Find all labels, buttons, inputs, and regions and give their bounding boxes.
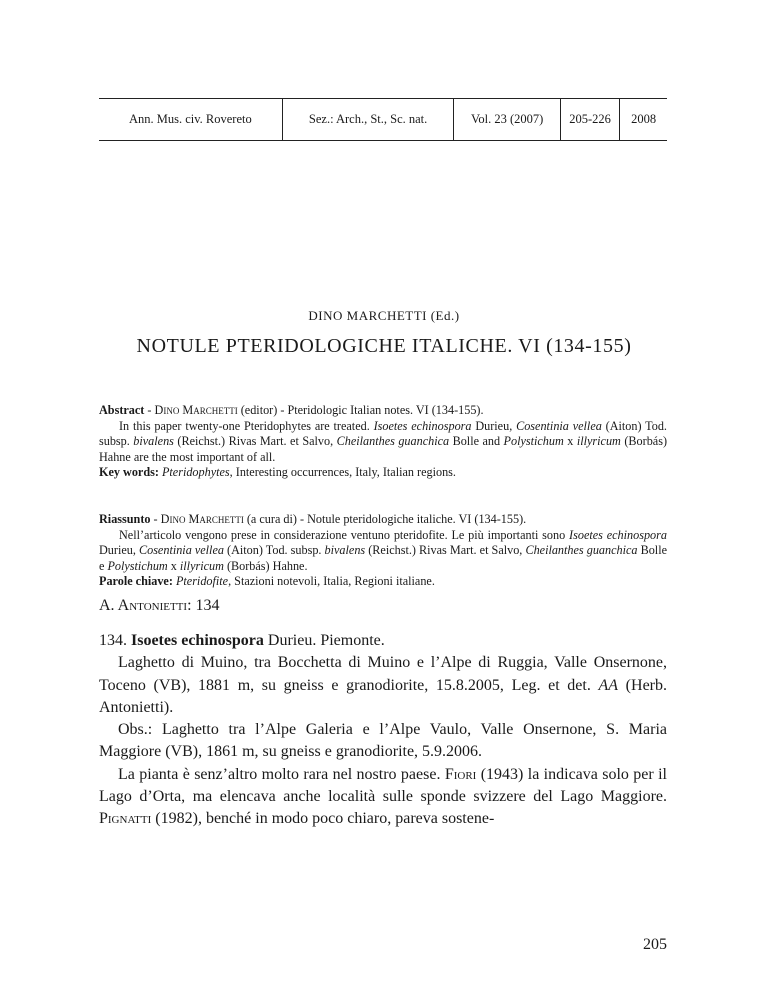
header-section: Sez.: Arch., St., Sc. nat.	[283, 99, 455, 140]
riassunto-body: Nell’articolo vengono prese in considerazione ventuno pteridofite. Le più importanti sono Isoetes echinospora Durieu, Cosentinia vellea (Aiton) Tod. subsp. bivalens (Reichst.) Rivas Mart. et Salvo, Cheilanthes guanchica Bolle e Polystichum x illyricum (Borbás) Hahne.	[99, 527, 667, 573]
keywords-line: Key words: Pteridophytes, Interesting occurrences, Italy, Italian regions.	[99, 465, 456, 480]
page-number: 205	[643, 936, 667, 953]
journal-header-table	[99, 98, 667, 141]
parole-chiave-label: Parole chiave:	[99, 574, 173, 589]
abstract-block	[99, 403, 667, 481]
entry-134	[99, 630, 667, 831]
entry-paragraph: Obs.: Laghetto tra l’Alpe Galeria e l’Alpe Vaulo, Valle Onsernone, S. Maria Maggiore (VB), 1861 m, su gneiss e granodiorite, 5.9.2006.	[99, 721, 667, 761]
riassunto-block	[99, 512, 667, 590]
keywords-label: Key words:	[99, 465, 159, 480]
parole-chiave-line: Parole chiave: Pteridofite, Stazioni notevoli, Italia, Regioni italiane.	[99, 574, 435, 589]
entry-paragraph: Laghetto di Muino, tra Bocchetta di Muino e l’Alpe di Ruggia, Valle Onsernone, Toceno (VB), 1881 m, su gneiss e granodiorite, 15.8.2005, Leg. et det. AA (Herb. Antonietti).	[99, 654, 667, 716]
header-volume: Vol. 23 (2007)	[454, 99, 560, 140]
abstract-body: In this paper twenty-one Pteridophytes are treated. Isoetes echinospora Durieu, Cosentinia vellea (Aiton) Tod. subsp. bivalens (Reichst.) Rivas Mart. et Salvo, Cheilanthes guanchica Bolle and Polystichum x illyricum (Borbás) Hahne are the most important of all.	[99, 418, 667, 464]
abstract-author: Dino Marchetti	[154, 403, 238, 417]
header-year: 2008	[631, 112, 657, 126]
abstract-line: Abstract - Dino Marchetti (editor) - Pteridologic Italian notes. VI (134-155).	[99, 403, 484, 417]
section-author: A. Antonietti	[99, 597, 188, 614]
header-pages: 205-226	[561, 99, 621, 140]
riassunto-author: Dino Marchetti	[160, 512, 244, 526]
paper-title: NOTULE PTERIDOLOGICHE ITALICHE. VI (134-155)	[136, 335, 632, 357]
entry-paragraph: La pianta è senz’altro molto rara nel nostro paese. Fiori (1943) la indicava solo per il Lago d’Orta, ma elencava anche località sulle sponde svizzere del Lago Maggiore. Pignatti (1982), benché in modo poco chiaro, pareva sostene-	[99, 765, 668, 828]
abstract-label: Abstract	[99, 403, 145, 417]
header-journal: Ann. Mus. civ. Rovereto	[99, 99, 283, 140]
riassunto-line: Riassunto - Dino Marchetti (a cura di) - Notule pteridologiche italiche. VI (134-155).	[99, 512, 527, 526]
riassunto-label: Riassunto	[99, 512, 151, 526]
author-line: DINO MARCHETTI (Ed.)	[308, 308, 460, 323]
entry-heading: 134. Isoetes echinospora Durieu. Piemonte.	[99, 632, 385, 649]
species-name: Isoetes echinospora	[131, 632, 264, 649]
section-heading: A. Antonietti: 134	[99, 597, 220, 614]
